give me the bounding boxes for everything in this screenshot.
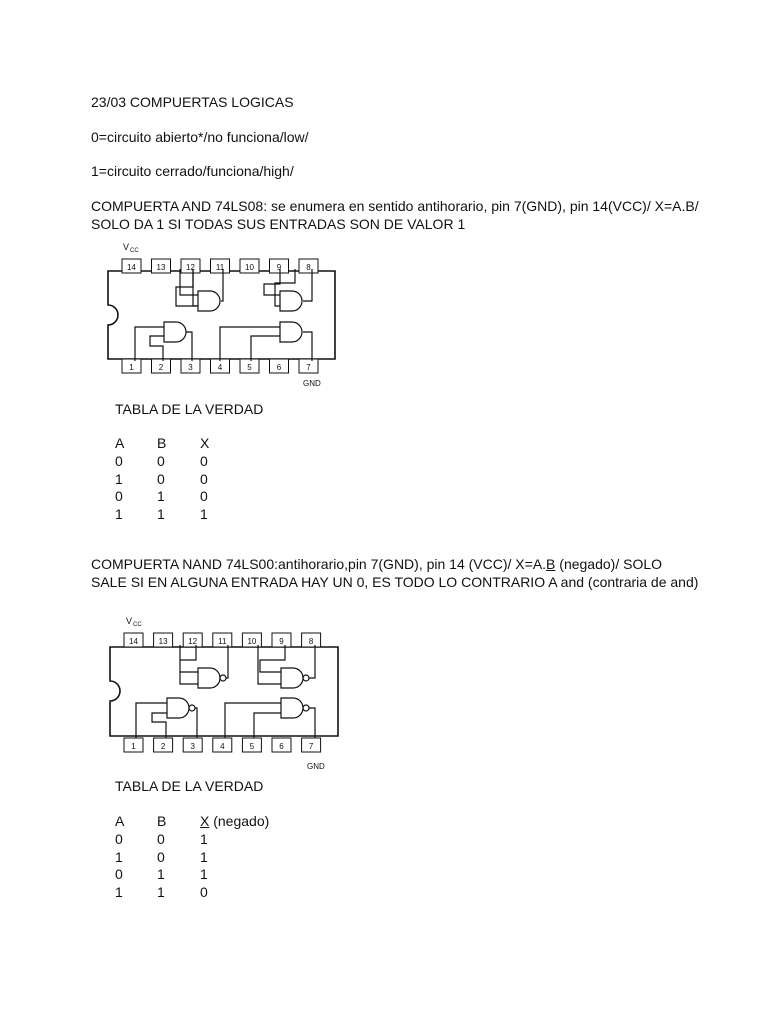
nand-gate-description [91, 555, 701, 591]
table-cell: 1 [200, 866, 208, 882]
pin-number: 6 [279, 742, 284, 751]
pin-number: 13 [158, 637, 168, 646]
and-gate-lower-left [135, 322, 192, 361]
and-header-a: A [115, 435, 125, 451]
table-cell: 0 [200, 884, 208, 900]
table-cell: 0 [157, 471, 165, 487]
table-cell: 1 [115, 884, 123, 900]
pin-number: 9 [279, 637, 284, 646]
nand-gate-upper-right [258, 645, 315, 688]
nand-gate-lower-left [136, 698, 197, 738]
pin-number: 14 [129, 637, 138, 646]
nand-description-part2: (negado)/ SOLO SALE SI EN ALGUNA ENTRADA HAY UN 0, ES TODO LO CONTRARIO A and (contraria de and) [91, 556, 699, 590]
table-cell: 0 [115, 831, 123, 847]
nand-header-b: B [157, 813, 167, 829]
table-cell: 0 [157, 849, 165, 865]
pin-number: 12 [186, 263, 195, 272]
and-header-x: X [200, 435, 210, 451]
and-truth-table-title: TABLA DE LA VERDAD [115, 401, 264, 417]
pin-number: 8 [306, 263, 311, 272]
pin-number: 9 [276, 263, 282, 272]
pin-number: 3 [190, 742, 195, 751]
pin-number: 4 [217, 363, 223, 372]
pin-number: 7 [308, 742, 314, 751]
and-gate-lower-right [220, 322, 312, 361]
chip-body [108, 271, 335, 359]
gnd-label: GND [307, 762, 325, 771]
and-gate-upper-left [176, 269, 223, 311]
and-gate-description: COMPUERTA AND 74LS08: se enumera en sentido antihorario, pin 7(GND), pin 14(VCC)/ X=A.B/ SOLO DA 1 SI TODAS SUS ENTRADAS SON DE VALOR 1 [91, 198, 699, 232]
table-cell: 1 [157, 488, 165, 504]
vcc-label: V [123, 242, 130, 252]
table-cell: 0 [200, 453, 208, 469]
vcc-subscript: CC [133, 622, 142, 628]
and-header-b: B [157, 435, 167, 451]
nand-header-x-letter: X [200, 813, 210, 829]
pin-number: 1 [129, 363, 134, 372]
pin-number: 6 [276, 363, 282, 372]
table-cell: 1 [115, 471, 123, 487]
pin-number: 11 [218, 637, 227, 646]
ic-74ls08-pinout-diagram [100, 238, 350, 393]
definition-zero: 0=circuito abierto*/no funciona/low/ [91, 129, 309, 145]
table-cell: 0 [157, 453, 165, 469]
nand-description-part1: COMPUERTA NAND 74LS00:antihorario,pin 7(GND), pin 14 (VCC)/ X=A. [91, 556, 547, 572]
vcc-label: V [126, 616, 133, 626]
page-title: 23/03 COMPUERTAS LOGICAS [91, 94, 294, 110]
and-gate-upper-right [264, 269, 312, 311]
table-cell: 0 [200, 471, 208, 487]
bottom-pins [122, 359, 318, 373]
bottom-pins [124, 738, 321, 752]
table-cell: 1 [157, 884, 165, 900]
pin-number: 4 [220, 742, 225, 751]
pin-number: 14 [127, 263, 136, 272]
nand-gate-lower-right [225, 698, 315, 738]
nand-header-a: A [115, 813, 125, 829]
table-cell: 0 [115, 488, 123, 504]
top-pins [124, 633, 321, 647]
table-cell: 0 [115, 453, 123, 469]
table-cell: 1 [200, 831, 208, 847]
nand-gate-upper-left [180, 645, 228, 688]
pin-number: 11 [215, 263, 225, 272]
gnd-label: GND [303, 379, 321, 388]
table-cell: 1 [200, 506, 208, 522]
vcc-subscript: CC [130, 248, 139, 254]
pin-number: 12 [188, 637, 198, 646]
definition-one: 1=circuito cerrado/funciona/high/ [91, 163, 294, 179]
nand-header-x-suffix: (negado) [209, 813, 270, 829]
nand-description-b-overline: B [546, 556, 556, 572]
pin-number: 3 [188, 363, 193, 372]
top-pins [122, 259, 318, 273]
table-cell: 0 [157, 831, 165, 847]
pin-number: 5 [249, 742, 255, 751]
nand-truth-table-title: TABLA DE LA VERDAD [115, 778, 264, 794]
pin-number: 2 [158, 363, 164, 372]
pin-number: 2 [160, 742, 166, 751]
pin-number: 1 [131, 742, 136, 751]
pin-number: 5 [247, 363, 252, 372]
table-cell: 0 [200, 488, 208, 504]
chip-body [110, 647, 338, 736]
table-cell: 1 [157, 866, 165, 882]
pin-number: 7 [306, 363, 311, 372]
table-cell: 1 [115, 506, 123, 522]
pin-number: 8 [308, 637, 314, 646]
nand-header-x [200, 812, 269, 830]
table-cell: 1 [115, 849, 123, 865]
ic-74ls00-pinout-diagram [100, 612, 350, 772]
pin-number: 13 [156, 263, 166, 272]
table-cell: 0 [115, 866, 123, 882]
table-cell: 1 [200, 849, 208, 865]
pin-number: 10 [247, 637, 257, 646]
pin-number: 10 [245, 263, 254, 272]
table-cell: 1 [157, 506, 165, 522]
